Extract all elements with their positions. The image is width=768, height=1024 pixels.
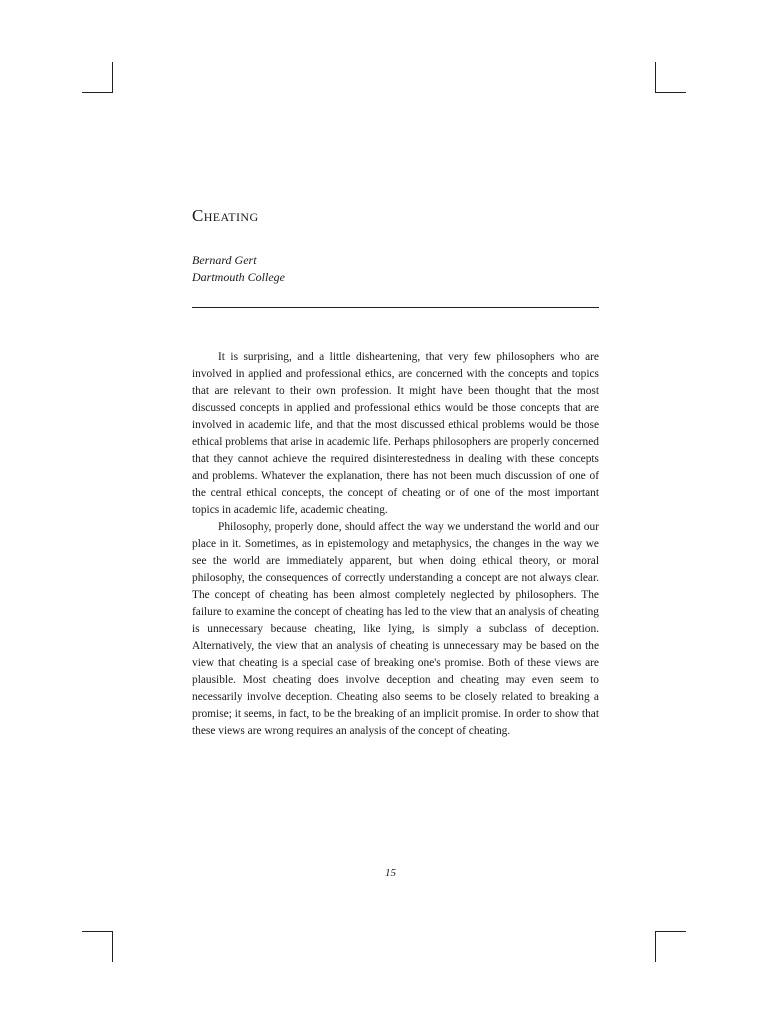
crop-mark-top-right-vertical: [655, 62, 656, 93]
page-number: 15: [385, 867, 396, 879]
author-name: Bernard Gert: [192, 253, 257, 267]
paragraph: Philosophy, properly done, should affect the way we understand the world and our place in it. Sometimes, as in epistemology and metaphysics, the changes in the way we see the world are immediately apparent, but when doing ethical theory, or moral philosophy, the consequences of correctly understanding a concept are not always clear. The concept of cheating has been almost completely neglected by philosophers. The failure to examine the concept of cheating has led to the view that an analysis of cheating is unnecessary because cheating, like lying, is simply a subclass of deception. Alternatively, the view that an analysis of cheating is unnecessary may be based on the view that cheating is a special case of breaking one's promise. Both of these views are plausible. Most cheating does involve deception and cheating may even seem to necessarily involve deception. Cheating also seems to be closely related to breaking a promise; it seems, in fact, to be the breaking of an implicit promise. In order to show that these views are wrong requires an analysis of the concept of cheating.: [192, 521, 599, 737]
crop-mark-bottom-left-vertical: [112, 931, 113, 962]
crop-mark-top-right-horizontal: [655, 92, 686, 93]
author-affiliation: Dartmouth College: [192, 270, 285, 284]
crop-mark-bottom-left-horizontal: [82, 931, 113, 932]
crop-mark-bottom-right-horizontal: [655, 931, 686, 932]
paragraph: It is surprising, and a little disheartening, that very few philosophers who are involved in applied and professional ethics, are concerned with the concepts and topics that are relevant to their own profession. It might have been thought that the most discussed concepts in applied and professional ethics would be those concepts that are involved in academic life, and that the most discussed ethical problems would be those ethical problems that arise in academic life. Perhaps philosophers are properly concerned that they cannot achieve the required disinterestedness in dealing with these concepts and problems. Whatever the explanation, there has not been much discussion of one of the central ethical concepts, the concept of cheating or of one of the most important topics in academic life, academic cheating.: [192, 351, 599, 516]
article-title: Cheating: [192, 206, 259, 225]
crop-mark-top-left-horizontal: [82, 92, 113, 93]
crop-mark-bottom-right-vertical: [655, 931, 656, 962]
article-body: [192, 349, 599, 740]
title-rule: [192, 307, 599, 308]
crop-mark-top-left-vertical: [112, 62, 113, 93]
